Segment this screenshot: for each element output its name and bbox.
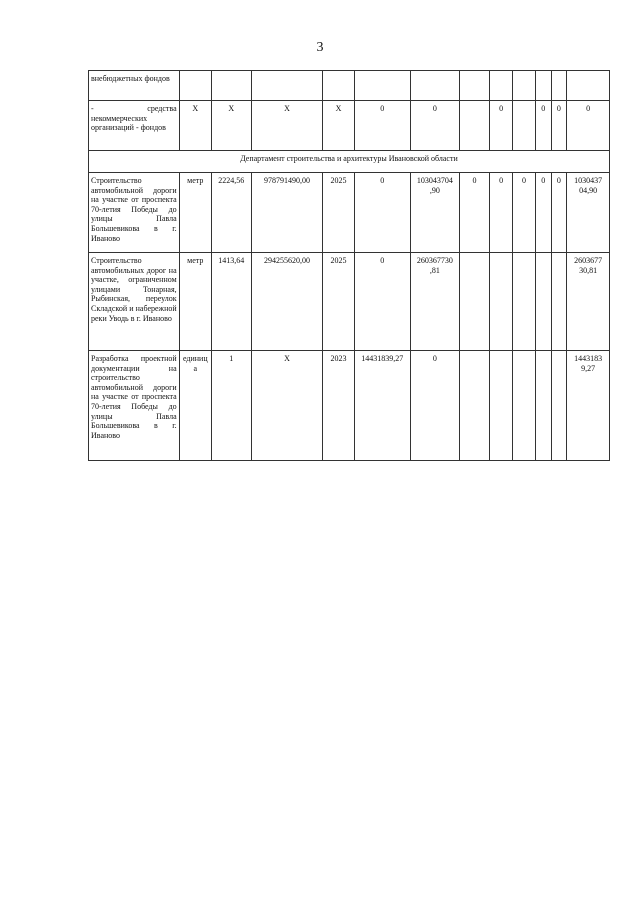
cell-year: 2023 [323,351,354,461]
cell-value: 0 [354,253,410,351]
cell-value: 0 [535,173,551,253]
cell-value [535,71,551,101]
cell-cost: Х [251,351,323,461]
cell-value: 0 [410,101,459,151]
cell-value [490,71,513,101]
cell-unit: Х [179,101,211,151]
cell-unit [179,71,211,101]
cell-qty: Х [211,101,251,151]
cell-value: 0 [410,351,459,461]
cell-value [551,351,567,461]
cell-name: Строительство автомобильной дороги на участке от проспекта 70-летия Победы до улицы Павла Большевикова в г. Иваново [89,173,180,253]
cell-year: Х [323,101,354,151]
cell-qty: 1413,64 [211,253,251,351]
cell-value: 0 [354,173,410,253]
cell-value [490,253,513,351]
cell-total: 1030437 04,90 [567,173,610,253]
cell-value [513,351,536,461]
cell-cost [251,71,323,101]
cell-value: 14431839,27 [354,351,410,461]
cell-unit: метр [179,173,211,253]
cell-value: 0 [513,173,536,253]
cell-value [459,253,489,351]
cell-total: 0 [567,101,610,151]
table-row [89,253,610,351]
cell-value [459,351,489,461]
cell-value: 0 [551,101,567,151]
cell-value: 0 [551,173,567,253]
cell-value [551,253,567,351]
cell-total: 1443183 9,27 [567,351,610,461]
cell-total: 2603677 30,81 [567,253,610,351]
cell-value [513,253,536,351]
cell-value [535,351,551,461]
budget-table [88,70,610,461]
cell-year: 2025 [323,173,354,253]
section-title: Департамент строительства и архитектуры Ивановской области [89,151,610,173]
cell-value: 0 [459,173,489,253]
cell-unit: метр [179,253,211,351]
cell-name: - средства некоммерческих организаций - фондов [89,101,180,151]
cell-value [535,253,551,351]
cell-value: 0 [490,101,513,151]
cell-name: Строительство автомобильных дорог на участке, ограниченном улицами Тонарная, Рыбинская, переулок Складской и набережной реки Уводь в г. Иваново [89,253,180,351]
cell-value [459,101,489,151]
cell-value: 0 [354,101,410,151]
cell-cost: 294255620,00 [251,253,323,351]
section-row [89,151,610,173]
cell-value [513,101,536,151]
cell-value [354,71,410,101]
table-row [89,71,610,101]
cell-value: 0 [535,101,551,151]
cell-value: 103043704 ,90 [410,173,459,253]
cell-unit: единица [179,351,211,461]
cell-value [410,71,459,101]
table-row [89,351,610,461]
cell-value [490,351,513,461]
cell-qty: 1 [211,351,251,461]
cell-qty [211,71,251,101]
table-row [89,173,610,253]
cell-qty: 2224,56 [211,173,251,253]
cell-value [551,71,567,101]
cell-value [513,71,536,101]
cell-name: Разработка проектной документации на строительство автомобильной дороги на участке от проспекта 70-летия Победы до улицы Павла Большевикова в г. Иваново [89,351,180,461]
cell-total [567,71,610,101]
cell-cost: Х [251,101,323,151]
cell-value: 260367730 ,81 [410,253,459,351]
page-number: 3 [316,40,324,55]
cell-cost: 978791490,00 [251,173,323,253]
cell-value: 0 [490,173,513,253]
cell-name: внебюджетных фондов [89,71,180,101]
cell-value [459,71,489,101]
table-row [89,101,610,151]
cell-year [323,71,354,101]
cell-year: 2025 [323,253,354,351]
